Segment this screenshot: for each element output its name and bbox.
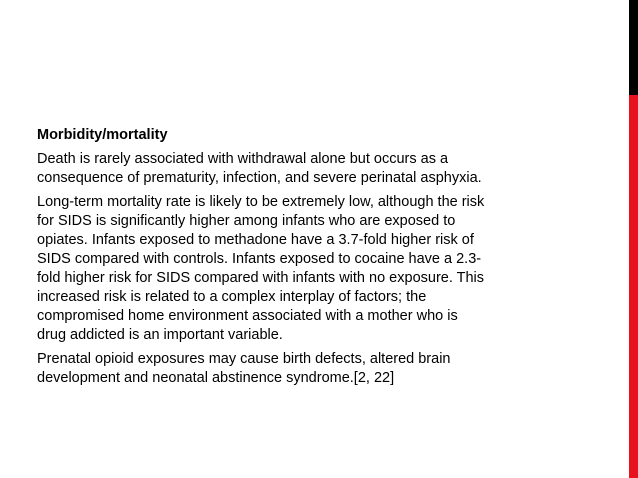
paragraph-long-term-mortality <box>37 193 567 345</box>
paragraph-line: Prenatal opioid exposures may cause birth defects, altered brain <box>37 351 451 367</box>
paragraph-line: fold higher risk for SIDS compared with infants with no exposure. This <box>37 270 485 286</box>
paragraph-line: Long-term mortality rate is likely to be extremely low, although the risk <box>37 194 485 210</box>
paragraph-line: development and neonatal abstinence syndrome.[2, 22] <box>37 370 395 386</box>
paragraph-prenatal-opioid <box>37 350 567 388</box>
paragraph-line: for SIDS is significantly higher among infants who are exposed to <box>37 213 456 229</box>
section-heading: Morbidity/mortality <box>37 127 168 143</box>
paragraph-line: Death is rarely associated with withdrawal alone but occurs as a <box>37 151 449 167</box>
paragraph-line: consequence of prematurity, infection, and severe perinatal asphyxia. <box>37 170 482 186</box>
paragraph-line: opiates. Infants exposed to methadone have a 3.7-fold higher risk of <box>37 232 474 248</box>
paragraph-line: SIDS compared with controls. Infants exposed to cocaine have a 2.3- <box>37 251 482 267</box>
paragraph-line: drug addicted is an important variable. <box>37 327 283 343</box>
edge-bar-red <box>629 95 638 478</box>
paragraph-line: compromised home environment associated with a mother who is <box>37 308 458 324</box>
paragraph-death <box>37 150 567 188</box>
edge-bar-black <box>629 0 638 95</box>
paragraph-line: increased risk is related to a complex interplay of factors; the <box>37 289 427 305</box>
slide-content <box>37 126 567 393</box>
